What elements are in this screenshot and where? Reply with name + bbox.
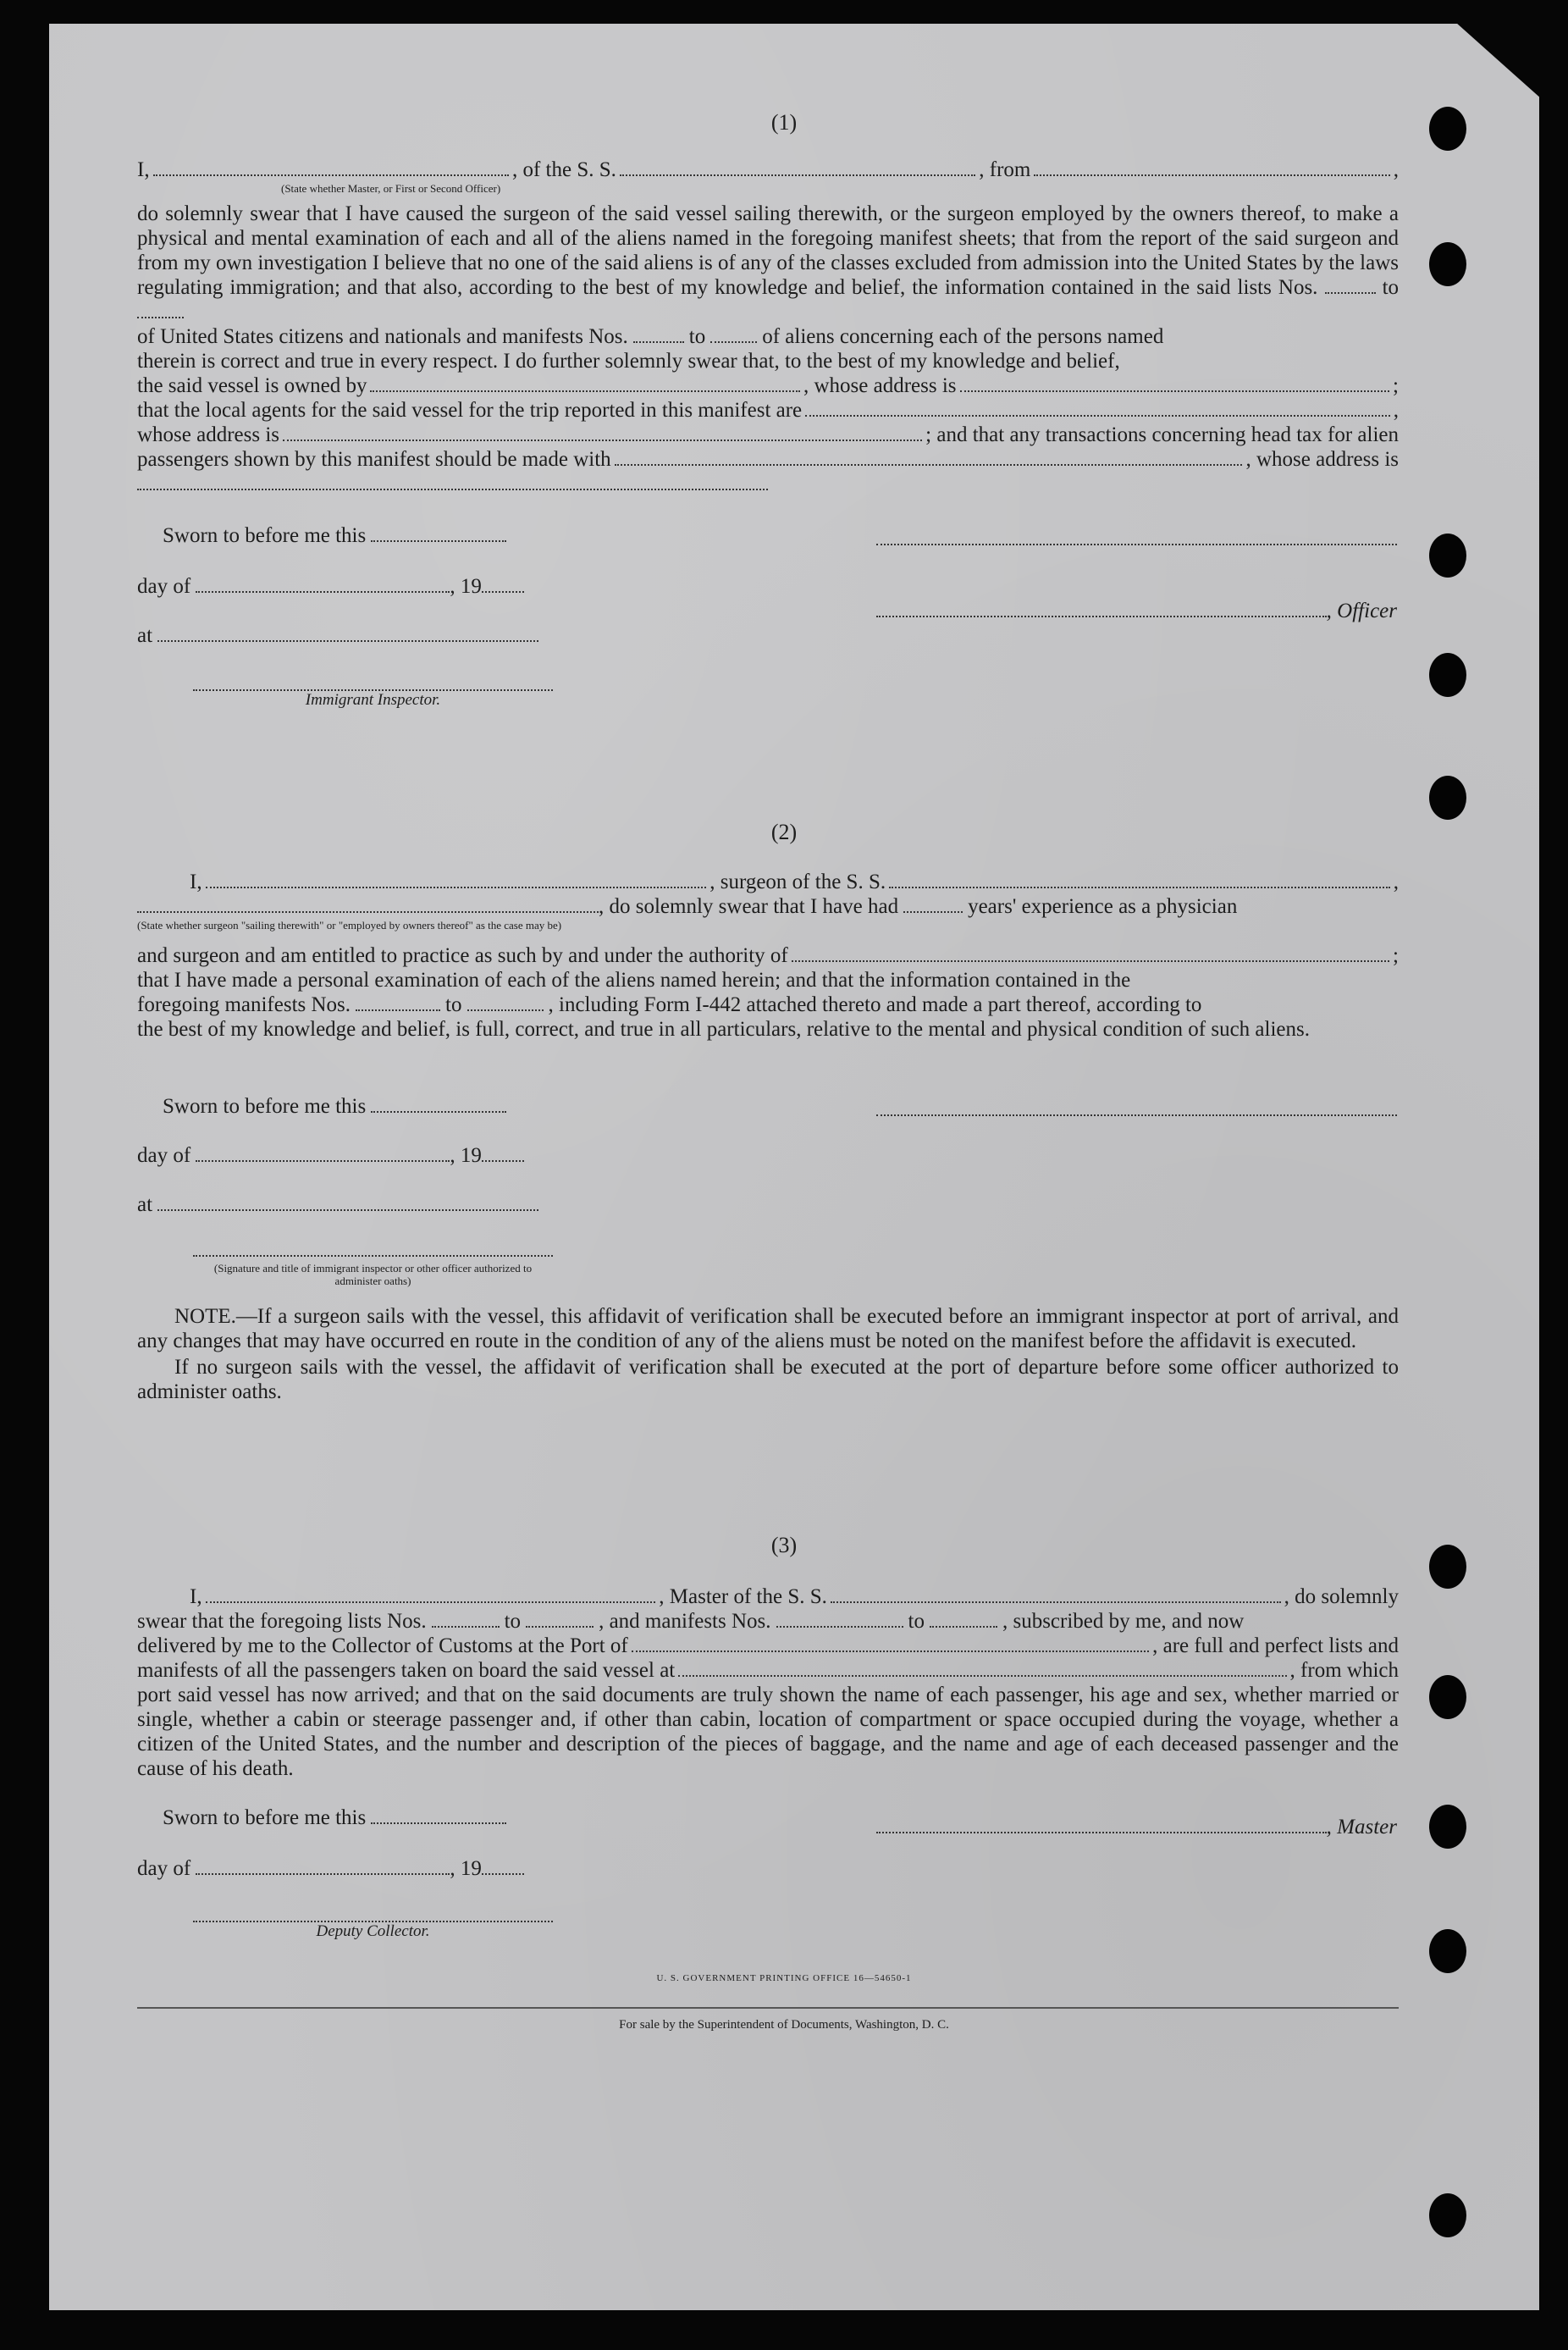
note-label: NOTE. bbox=[174, 1305, 236, 1328]
s1-of-ss: , of the S. S. bbox=[511, 158, 616, 181]
s3-do-solemnly: , do solemnly bbox=[1284, 1585, 1400, 1608]
s3-manifests: manifests of all the passengers taken on board the said vessel at bbox=[137, 1659, 676, 1682]
s2-I: I, bbox=[190, 871, 202, 893]
manifests-from-field[interactable] bbox=[633, 324, 684, 343]
s2-from-field[interactable] bbox=[356, 993, 440, 1011]
section-3 bbox=[137, 1584, 1399, 1781]
s2-sworn-field[interactable] bbox=[371, 1094, 506, 1113]
s2-day-of: day of bbox=[137, 1144, 191, 1167]
master-name-field[interactable] bbox=[206, 1584, 656, 1603]
from-field[interactable] bbox=[1034, 158, 1389, 176]
s1-day bbox=[137, 574, 524, 599]
rank-field[interactable] bbox=[153, 158, 509, 176]
s1-comma-2: , bbox=[1393, 399, 1399, 422]
s1-to: to bbox=[1382, 276, 1400, 299]
s2-body-c: the best of my knowledge and belief, is full, correct, and true in all particulars, relative to the mental and physical condition of such aliens. bbox=[137, 1018, 1310, 1041]
collector-signature-line[interactable] bbox=[193, 1902, 553, 1922]
authority-field[interactable] bbox=[792, 943, 1389, 962]
s3-delivered: delivered by me to the Collector of Customs at the Port of bbox=[137, 1634, 628, 1657]
s3-year-field[interactable] bbox=[482, 1856, 524, 1875]
s2-day-field[interactable] bbox=[196, 1143, 450, 1162]
note2-text: If no surgeon sails with the vessel, the affidavit of verification shall be executed at the port of departure before some officer authorized to administer oaths. bbox=[137, 1356, 1399, 1403]
s2-year-field[interactable] bbox=[482, 1143, 524, 1162]
s1-semi: ; bbox=[1393, 374, 1399, 397]
binder-hole bbox=[1429, 1929, 1466, 1973]
s3-full: , are full and perfect lists and bbox=[1152, 1634, 1399, 1657]
s2-body: that I have made a personal examination of each of the aliens named herein; and that the information contained in the bbox=[137, 969, 1131, 992]
section-2 bbox=[137, 870, 1399, 1042]
s1-body-b: therein is correct and true in every respect. I do further solemnly swear that, to the best of my knowledge and belief, bbox=[137, 350, 1120, 373]
s2-19: , 19 bbox=[450, 1144, 482, 1167]
embark-field[interactable] bbox=[678, 1658, 1286, 1677]
s1-officer bbox=[876, 599, 1397, 623]
s3-I: I, bbox=[190, 1585, 202, 1608]
s3-sworn-label: Sworn to before me this bbox=[163, 1806, 367, 1829]
s2-including: , including Form I-442 attached thereto and made a part thereof, according to bbox=[548, 993, 1202, 1016]
s3-to: to bbox=[504, 1610, 522, 1633]
master-signature-field[interactable] bbox=[876, 1815, 1327, 1833]
s1-day-of: day of bbox=[137, 575, 191, 598]
s2-solemnly: , do solemnly swear that I have had bbox=[599, 895, 899, 918]
agents-address-field[interactable] bbox=[283, 423, 922, 441]
s1-year-field[interactable] bbox=[482, 574, 524, 593]
collector-caption: Deputy Collector. bbox=[316, 1922, 430, 1940]
s3-master bbox=[876, 1815, 1397, 1839]
s2-surgeon-of: , surgeon of the S. S. bbox=[709, 871, 886, 893]
s3-from-which: , from which bbox=[1289, 1659, 1399, 1682]
s3-lists-to[interactable] bbox=[526, 1609, 594, 1628]
s3-day-field[interactable] bbox=[196, 1856, 450, 1875]
s1-at-field[interactable] bbox=[157, 623, 538, 642]
headtax-address-field[interactable] bbox=[137, 472, 768, 490]
note-text: —If a surgeon sails with the vessel, this affidavit of verification shall be executed before an immigrant inspector at port of arrival, and any changes that may have occurred en route in the condition of any of the aliens must be noted on the manifest before the affidavit is executed. bbox=[137, 1305, 1399, 1352]
section-3-number: (3) bbox=[770, 1533, 798, 1557]
s3-vessel-field[interactable] bbox=[831, 1584, 1281, 1603]
s3-manifests-from[interactable] bbox=[776, 1609, 903, 1628]
s1-whose-address: whose address is bbox=[137, 423, 280, 446]
s3-19: , 19 bbox=[450, 1857, 482, 1880]
s2-sig-caption: (Signature and title of immigrant inspector or other officer authorized to administer oaths) bbox=[213, 1262, 533, 1287]
s3-to-2: to bbox=[908, 1610, 925, 1633]
agents-field[interactable] bbox=[805, 398, 1390, 417]
officer-signature-line[interactable] bbox=[193, 1236, 553, 1257]
owner-address-field[interactable] bbox=[960, 373, 1390, 392]
s1-signature-line bbox=[876, 525, 1397, 545]
s2-vessel-field[interactable] bbox=[889, 870, 1390, 888]
binder-hole bbox=[1429, 1805, 1466, 1849]
s1-day-field[interactable] bbox=[196, 574, 450, 593]
s1-to-2: to bbox=[688, 325, 706, 348]
inspector-signature-line[interactable] bbox=[193, 671, 553, 691]
s2-semi: ; bbox=[1393, 944, 1399, 967]
s1-at-label: at bbox=[137, 624, 153, 647]
s1-of-aliens: of aliens concerning each of the persons named bbox=[762, 325, 1164, 348]
binder-hole bbox=[1429, 2193, 1466, 2237]
binder-hole bbox=[1429, 534, 1466, 578]
s3-master-of: , Master of the S. S. bbox=[659, 1585, 827, 1608]
s3-day bbox=[137, 1856, 524, 1881]
s1-at bbox=[137, 623, 538, 648]
binder-hole bbox=[1429, 242, 1466, 286]
sale-notice: For sale by the Superintendent of Documents, Washington, D. C. bbox=[619, 2018, 949, 2032]
s2-to: to bbox=[445, 993, 462, 1016]
s3-subscribed: , subscribed by me, and now bbox=[1002, 1610, 1245, 1633]
vessel-field[interactable] bbox=[620, 158, 975, 176]
section-1-number: (1) bbox=[770, 110, 798, 135]
s3-body: port said vessel has now arrived; and that on the said documents are truly shown the name of each passenger, his age and sex, whether married or single, whether a cabin or steerage passenger and, if other than cabin, location of compartment or space occupied during the voyage, whether a citizen of the United States, and the number and description of the pieces of baggage, and the name and age of each deceased passenger and the cause of his death. bbox=[137, 1684, 1399, 1780]
s3-swear: swear that the foregoing lists Nos. bbox=[137, 1610, 427, 1633]
s1-passengers: passengers shown by this manifest should be made with bbox=[137, 448, 611, 471]
footer-rule bbox=[137, 2007, 1399, 2009]
s2-comma: , bbox=[1393, 871, 1400, 893]
printer-imprint: U. S. GOVERNMENT PRINTING OFFICE 16—54650-1 bbox=[656, 1973, 912, 1983]
s3-sworn bbox=[163, 1805, 506, 1830]
s1-sworn-label: Sworn to before me this bbox=[163, 524, 367, 547]
inspector-caption: Immigrant Inspector. bbox=[305, 691, 441, 709]
s2-officer-signature bbox=[193, 1236, 553, 1287]
s1-inspector-signature bbox=[193, 671, 553, 710]
s1-sworn-field[interactable] bbox=[371, 523, 506, 542]
s2-note bbox=[137, 1304, 1399, 1404]
s2-to-field[interactable] bbox=[467, 993, 544, 1011]
binder-hole bbox=[1429, 776, 1466, 820]
s2-sworn-label: Sworn to before me this bbox=[163, 1095, 367, 1118]
s2-years: years' experience as a physician bbox=[968, 895, 1238, 918]
s1-I: I, bbox=[137, 158, 150, 181]
s1-from: , from bbox=[979, 158, 1031, 181]
s1-whose-address-is: , whose address is bbox=[803, 374, 957, 397]
surgeon-name-field[interactable] bbox=[206, 870, 707, 888]
s2-surgeon-signature bbox=[876, 1096, 1397, 1116]
s2-foregoing: foregoing manifests Nos. bbox=[137, 993, 351, 1016]
s2-at-label: at bbox=[137, 1193, 153, 1216]
signature-line[interactable] bbox=[876, 525, 1397, 545]
section-2-number: (2) bbox=[770, 820, 798, 844]
s3-and-manifests: , and manifests Nos. bbox=[599, 1610, 771, 1633]
surgeon-caption: (State whether surgeon "sailing therewith" or "employed by owners thereof" as the case may be) bbox=[137, 919, 562, 932]
s1-of-us: of United States citizens and nationals and manifests Nos. bbox=[137, 325, 628, 348]
s1-whose-address-is-2: , whose address is bbox=[1245, 448, 1399, 471]
s3-day-of: day of bbox=[137, 1857, 191, 1880]
s3-sworn-field[interactable] bbox=[371, 1805, 506, 1824]
surgeon-status-field[interactable] bbox=[137, 894, 599, 913]
master-label: , Master bbox=[1326, 1816, 1397, 1839]
lists-from-field[interactable] bbox=[1325, 275, 1376, 294]
binder-hole bbox=[1429, 653, 1466, 697]
s1-body-a: do solemnly swear that I have caused the surgeon of the said vessel sailing therewith, or the surgeon employed by the owners thereof, to make a physical and mental examination of each and all of the aliens named in the foregoing manifest sheets; that from the report of the said surgeon and from my own investigation I believe that no one of the said aliens is of any of the classes excluded from admission into the United States by the laws regulating immigration; and that also, according to the best of my knowledge and belief, the information contained in the said lists Nos. bbox=[137, 202, 1399, 299]
s2-authority: and surgeon and am entitled to practice as such by and under the authority of bbox=[137, 944, 788, 967]
owner-field[interactable] bbox=[370, 373, 800, 392]
s3-manifests-to[interactable] bbox=[930, 1609, 997, 1628]
manifests-to-field[interactable] bbox=[710, 324, 757, 343]
rank-caption: (State whether Master, or First or Second Officer) bbox=[281, 182, 501, 195]
surgeon-signature-line[interactable] bbox=[876, 1096, 1397, 1116]
section-1 bbox=[137, 158, 1399, 490]
port-field[interactable] bbox=[632, 1634, 1149, 1652]
binder-hole bbox=[1429, 1675, 1466, 1719]
s1-comma: , bbox=[1393, 158, 1399, 181]
s1-agents: that the local agents for the said vessel for the trip reported in this manifest are bbox=[137, 399, 803, 422]
s1-headtax: ; and that any transactions concerning head tax for alien bbox=[925, 423, 1399, 446]
s1-19: , 19 bbox=[450, 575, 482, 598]
lists-to-field[interactable] bbox=[137, 300, 184, 318]
officer-field[interactable] bbox=[876, 599, 1327, 617]
s1-owned-by: the said vessel is owned by bbox=[137, 374, 367, 397]
years-field[interactable] bbox=[903, 894, 963, 913]
s1-sworn bbox=[163, 523, 506, 548]
s3-collector-signature bbox=[193, 1902, 553, 1941]
s3-lists-from[interactable] bbox=[432, 1609, 500, 1628]
s2-sworn bbox=[163, 1094, 506, 1119]
headtax-field[interactable] bbox=[615, 447, 1243, 466]
s2-day bbox=[137, 1143, 524, 1168]
officer-label: , Officer bbox=[1326, 600, 1397, 622]
s2-at bbox=[137, 1192, 538, 1217]
s2-at-field[interactable] bbox=[157, 1192, 538, 1211]
